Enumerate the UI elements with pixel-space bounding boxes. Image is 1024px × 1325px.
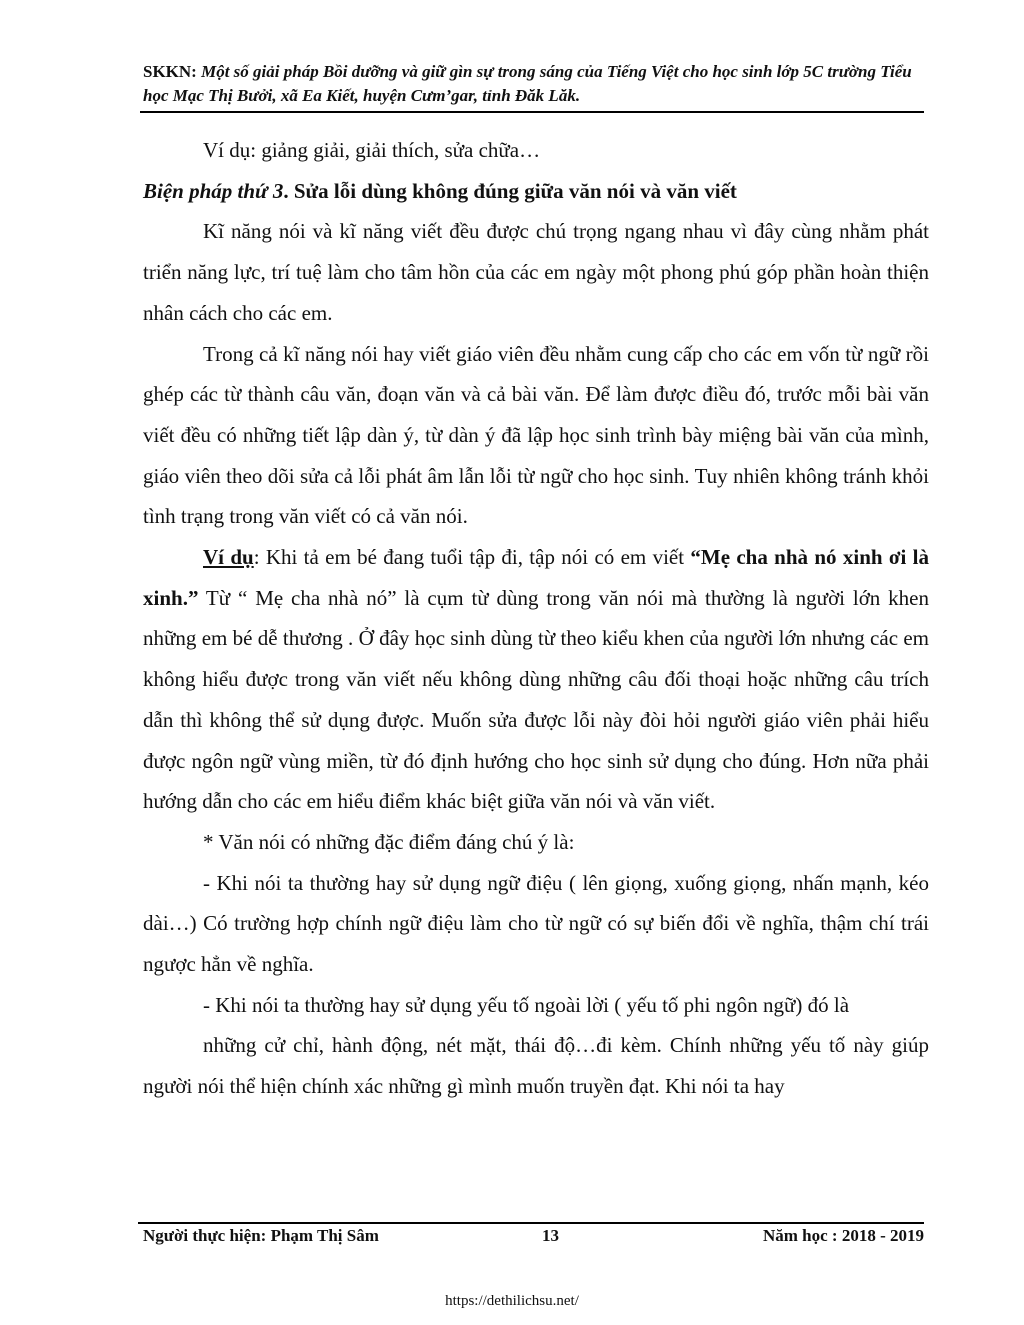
- source-url: https://dethilichsu.net/: [445, 1293, 579, 1309]
- paragraph-skills: Kĩ năng nói và kĩ năng viết đều được chú trọng ngang nhau vì đây cùng nhằm phát triển năng lực, trí tuệ làm cho tâm hồn của các em ngày một phong phú góp phần hoàn thiện nhân cách cho các em.: [143, 219, 929, 325]
- footer-school-year: Năm học : 2018 - 2019: [762, 1226, 924, 1245]
- paragraph-gestures: những cử chỉ, hành động, nét mặt, thái độ…đi kèm. Chính những yếu tố này giúp người nói thể hiện chính xác những gì mình muốn truyền đạt. Khi nói ta hay: [143, 1033, 929, 1099]
- paragraph-nonverbal: - Khi nói ta thường hay sử dụng yếu tố ngoài lời ( yếu tố phi ngôn ngữ) đó là: [203, 992, 850, 1017]
- example-text-b: Từ “ Mẹ cha nhà nó” là cụm từ dùng trong văn nói mà thường là người lớn khen những em bé dễ thương . Ở đây học sinh dùng từ theo kiểu khen của người lớn nhưng các em không hiểu được trong văn viết nếu không dùng những câu đối thoại hoặc những câu trích dẫn thì không thể sử dụng được. Muốn sửa được lỗi này đòi hỏi người giáo viên phải hiểu được ngôn ngữ vùng miền, từ đó định hướng cho học sinh sử dụng cho đúng. Hơn nữa phải hướng dẫn cho các em hiểu điểm khác biệt giữa văn nói và văn viết.: [143, 585, 929, 814]
- paragraph-intonation: - Khi nói ta thường hay sử dụng ngữ điệu ( lên giọng, xuống giọng, nhấn mạnh, kéo dài…) Có trường hợp chính ngữ điệu làm cho từ ngữ có sự biến đổi về nghĩa, thậm chí trái ngược hẳn về nghĩa.: [143, 870, 929, 977]
- footer-author: Người thực hiện: Phạm Thị Sâm: [143, 1226, 379, 1245]
- example-label: Ví dụ: [203, 545, 254, 570]
- paragraph-spoken-features: * Văn nói có những đặc điểm đáng chú ý là:: [203, 829, 575, 854]
- section-heading: [143, 171, 929, 212]
- paragraph-example-intro: Ví dụ: giảng giải, giải thích, sửa chữa…: [203, 138, 541, 162]
- header-divider: [140, 111, 924, 113]
- paragraph-teaching: Trong cả kĩ năng nói hay viết giáo viên đều nhằm cung cấp cho các em vốn từ ngữ rồi ghép các từ thành câu văn, đoạn văn và cả bài văn. Để làm được điều đó, trước mỗi bài văn viết đều có những tiết lập dàn ý, từ dàn ý đã lập học sinh trình bày miệng bài văn của mình, giáo viên theo dõi sửa cả lỗi phát âm lẫn lỗi từ ngữ cho học sinh. Tuy nhiên không tránh khỏi tình trạng trong văn viết có cả văn nói.: [143, 341, 929, 529]
- example-quote: “Mẹ cha nhà nó xinh ơi là xinh.”: [143, 545, 930, 610]
- section-heading-rest: . Sửa lỗi dùng không đúng giữa văn nói và văn viết: [283, 178, 737, 203]
- paragraph-example: [143, 537, 929, 822]
- page-number: 13: [542, 1226, 559, 1245]
- header-lead: SKKN:: [143, 62, 197, 81]
- example-text-a: : Khi tả em bé đang tuổi tập đi, tập nói có em viết: [253, 545, 691, 570]
- page-header: [143, 60, 923, 108]
- document-body: [143, 130, 929, 1107]
- footer-divider: [138, 1222, 924, 1224]
- section-heading-italic: Biện pháp thứ 3: [143, 178, 284, 203]
- header-title: Một số giải pháp Bồi dưỡng và giữ gìn sự trong sáng của Tiếng Việt cho học sinh lớp 5C trường Tiểu học Mạc Thị Bưởi, xã Ea Kiết, huyện Cưm’gar, tỉnh Đăk Lăk.: [143, 62, 912, 105]
